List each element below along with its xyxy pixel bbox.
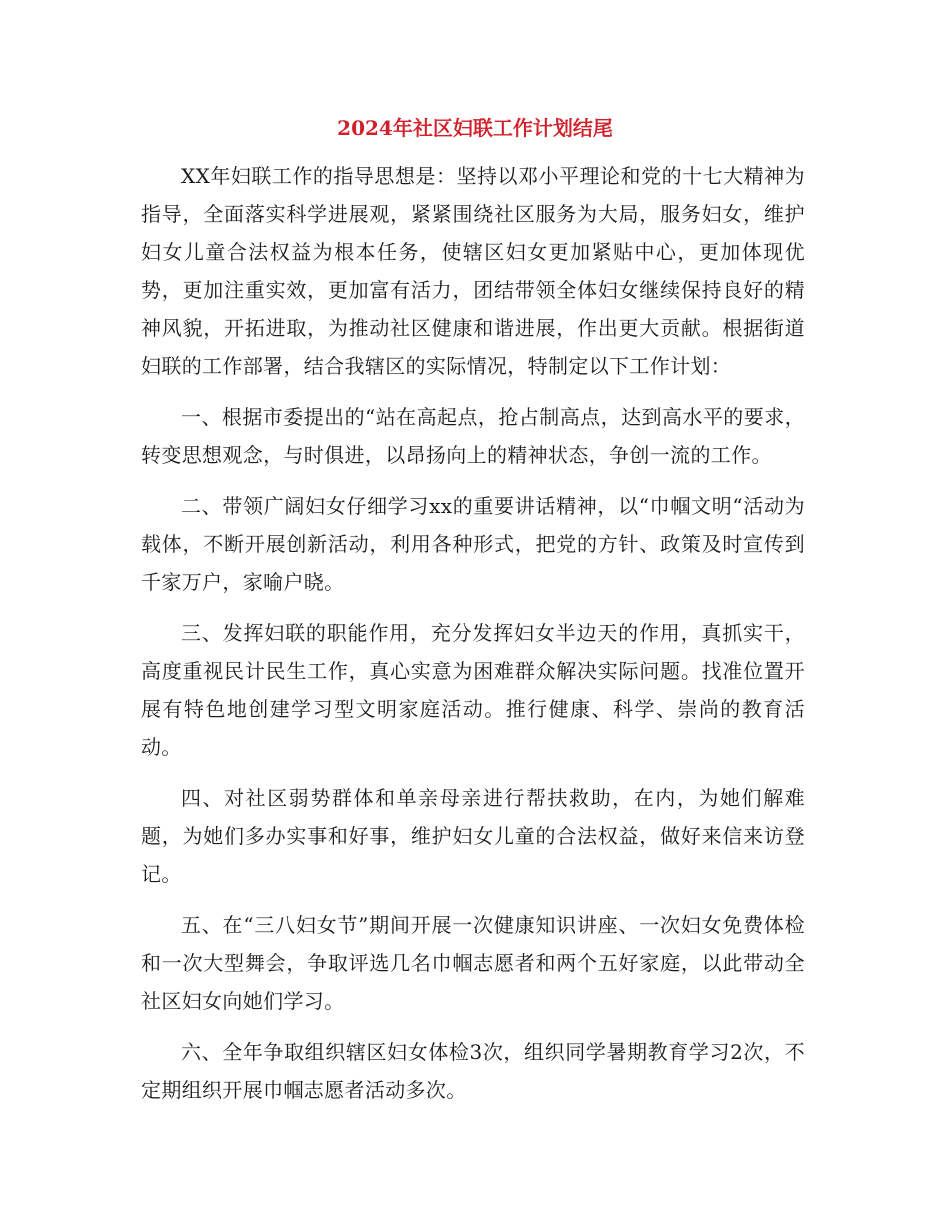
- paragraph-item-4: 四、对社区弱势群体和单亲母亲进行帮扶救助，在内，为她们解难题，为她们多办实事和好事，维护妇女儿童的合法权益，做好来信来访登记。: [141, 786, 805, 886]
- paragraph-item-3: 三、发挥妇联的职能作用，充分发挥妇女半边天的作用，真抓实干，高度重视民计民生工作，真心实意为困难群众解决实际问题。找准位置开展有特色地创建学习型文明家庭活动。推行健康、科学、崇尚的教育活动。: [141, 621, 805, 759]
- paragraph-item-1: 一、根据市委提出的“站在高起点，抢占制高点，达到高水平的要求，转变思想观念，与时俱进，以昂扬向上的精神状态，争创一流的工作。: [141, 405, 805, 467]
- document-title: 2024年社区妇联工作计划结尾: [337, 116, 613, 140]
- paragraph-item-5: 五、在“三八妇女节”期间开展一次健康知识讲座、一次妇女免费体检和一次大型舞会，争取评选几名巾帼志愿者和两个五好家庭，以此带动全社区妇女向她们学习。: [141, 913, 805, 1013]
- paragraph-item-6: 六、全年争取组织辖区妇女体检3次，组织同学暑期教育学习2次，不定期组织开展巾帼志愿者活动多次。: [141, 1040, 805, 1102]
- document-body: [141, 157, 805, 1122]
- paragraph-item-2: 二、带领广阔妇女仔细学习xx的重要讲话精神，以“巾帼文明“活动为载体，不断开展创新活动，利用各种形式，把党的方针、政策及时宣传到千家万户，家喻户晓。: [141, 494, 805, 594]
- paragraph-intro: XX年妇联工作的指导思想是：坚持以邓小平理论和党的十七大精神为指导，全面落实科学进展观，紧紧围绕社区服务为大局，服务妇女，维护妇女儿童合法权益为根本任务，使辖区妇女更加紧贴中心，更加体现优势，更加注重实效，更加富有活力，团结带领全体妇女继续保持良好的精神风貌，开拓进取，为推动社区健康和谐进展，作出更大贡献。根据街道妇联的工作部署，结合我辖区的实际情况，特制定以下工作计划：: [141, 164, 805, 378]
